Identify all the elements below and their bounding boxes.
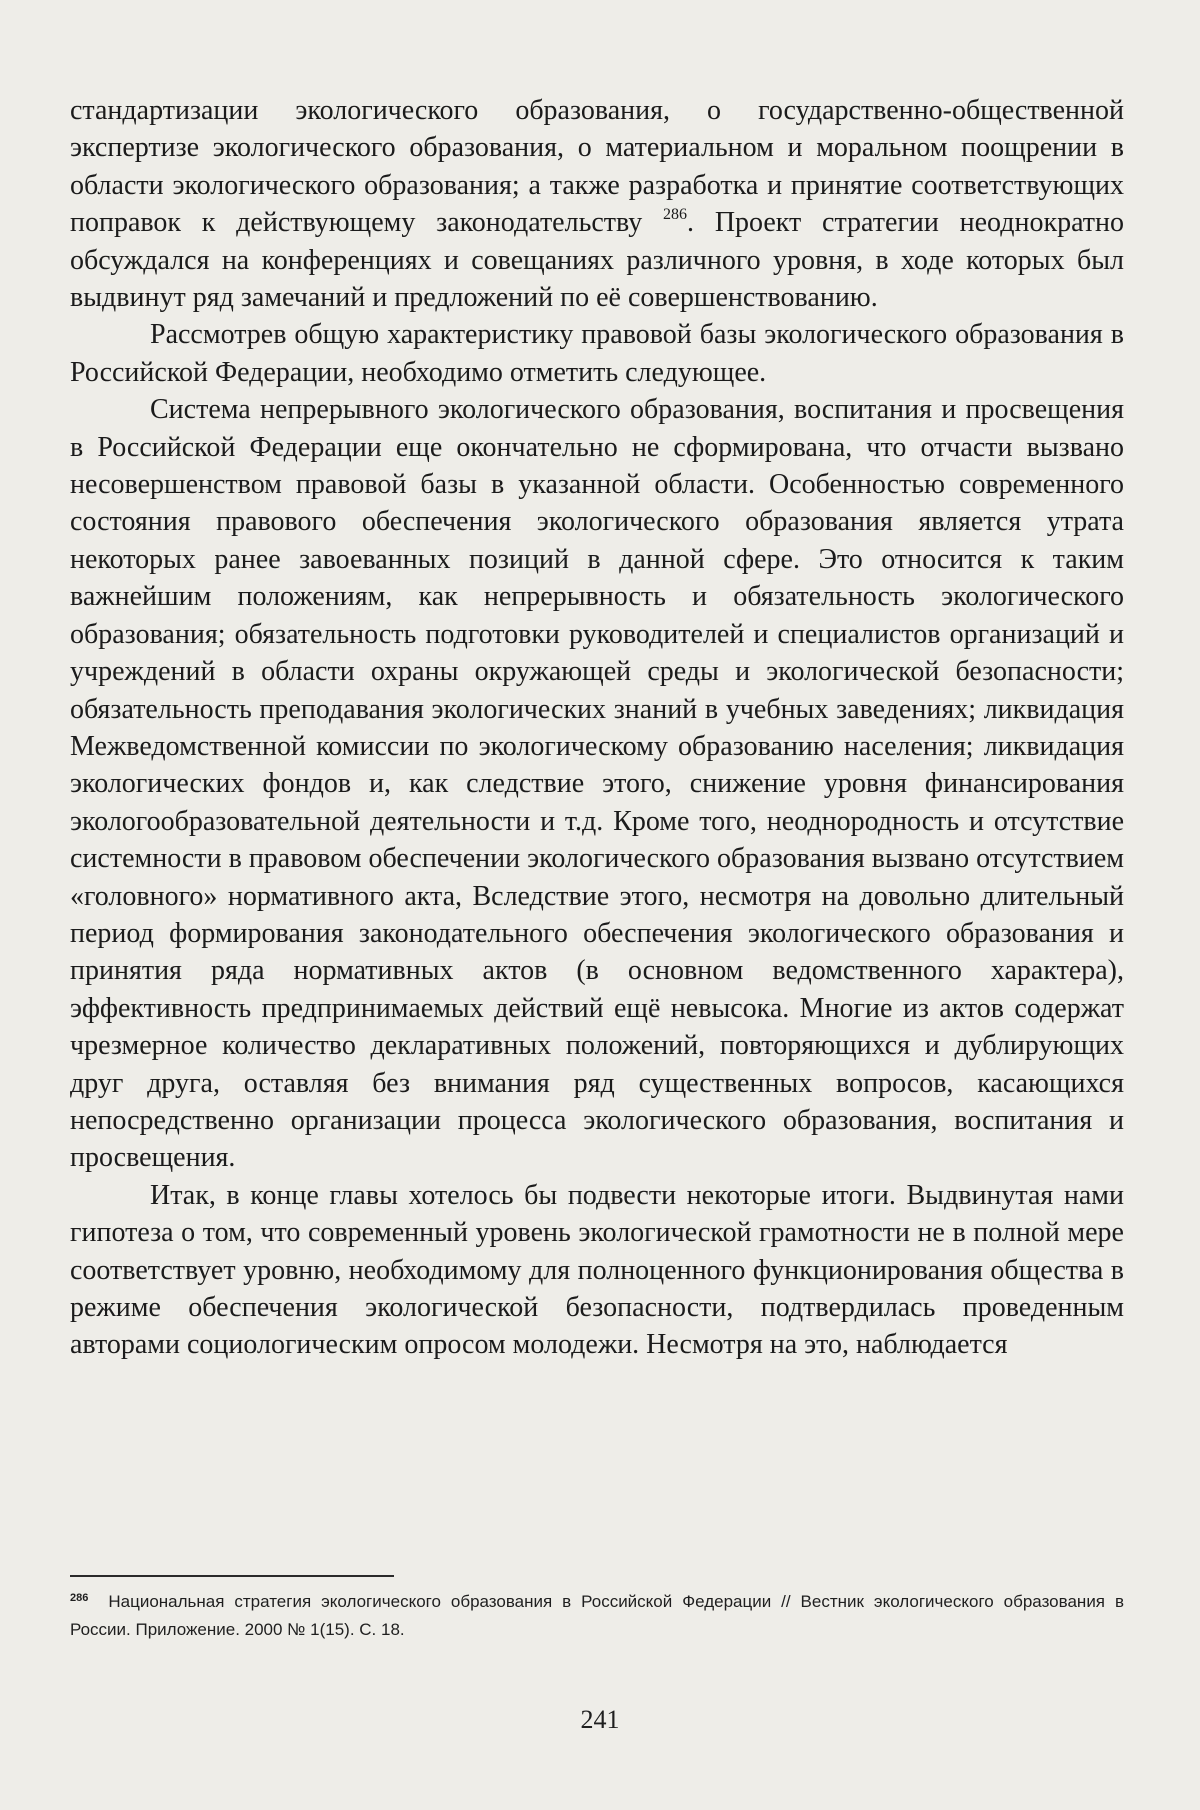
footnote-separator [70, 1575, 394, 1577]
footnote-text: Национальная стратегия экологического образования в Российской Федерации // Вестник экологического образования в России. Приложение. 2000 № 1(15). С. 18. [70, 1592, 1124, 1639]
page-number: 241 [580, 1705, 620, 1734]
paragraph-2: Рассмотрев общую характеристику правовой базы экологического образования в Российской Федерации, необходимо отметить следующее. [70, 319, 1124, 388]
footnote [70, 1588, 1124, 1644]
paragraph-1 [70, 92, 1124, 316]
paragraph-1-text-a: стандартизации экологического образования, о государственно-общественной экспертизе экологического образования, о материальном и моральном поощрении в области экологического образования; а также разработка и принятие соответствующих поправок к действующему законодательству [70, 95, 1124, 239]
paragraph-1-text-b: . Проект стратегии неоднократно обсуждался на конференциях и совещаниях различного уровня, в ходе которых был выдвинут ряд замечаний и предложений по её совершенствованию. [70, 207, 1124, 314]
footnote-number: 286 [70, 1592, 89, 1604]
paragraph-4: Итак, в конце главы хотелось бы подвести некоторые итоги. Выдвинутая нами гипотеза о том, что современный уровень экологической грамотности не в полной мере соответствует уровню, необходимому для полноценного функционирования общества в режиме обеспечения экологической безопасности, подтвердилась проведенным авторами социологическим опросом молодежи. Несмотря на это, наблюдается [70, 1179, 1124, 1361]
footnote-reference: 286 [663, 206, 688, 224]
body-text [70, 92, 1124, 1364]
paragraph-3: Система непрерывного экологического образования, воспитания и просвещения в Российской Федерации еще окончательно не сформирована, что отчасти вызвано несовершенством правовой базы в указанной области. Особенностью современного состояния правового обеспечения экологического образования является утрата некоторых ранее завоеванных позиций в данной сфере. Это относится к таким важнейшим положениям, как непрерывность и обязательность экологического образования; обязательность подготовки руководителей и специалистов организаций и учреждений в области охраны окружающей среды и экологической безопасности; обязательность преподавания экологических знаний в учебных заведениях; ликвидация Межведомственной комиссии по экологическому образованию населения; ликвидация экологических фондов и, как следствие этого, снижение уровня финансирования экологообразовательной деятельности и т.д. Кроме того, неоднородность и отсутствие системности в правовом обеспечении экологического образования вызвано отсутствием «головного» нормативного акта, Вследствие этого, несмотря на довольно длительный период формирования законодательного обеспечения экологического образования и принятия ряда нормативных актов (в основном ведомственного характера), эффективность предпринимаемых действий ещё невысока. Многие из актов содержат чрезмерное количество декларативных положений, повторяющихся и дублирующих друг друга, оставляя без внимания ряд существенных вопросов, касающихся непосредственно организации процесса экологического образования, воспитания и просвещения. [70, 394, 1124, 1174]
